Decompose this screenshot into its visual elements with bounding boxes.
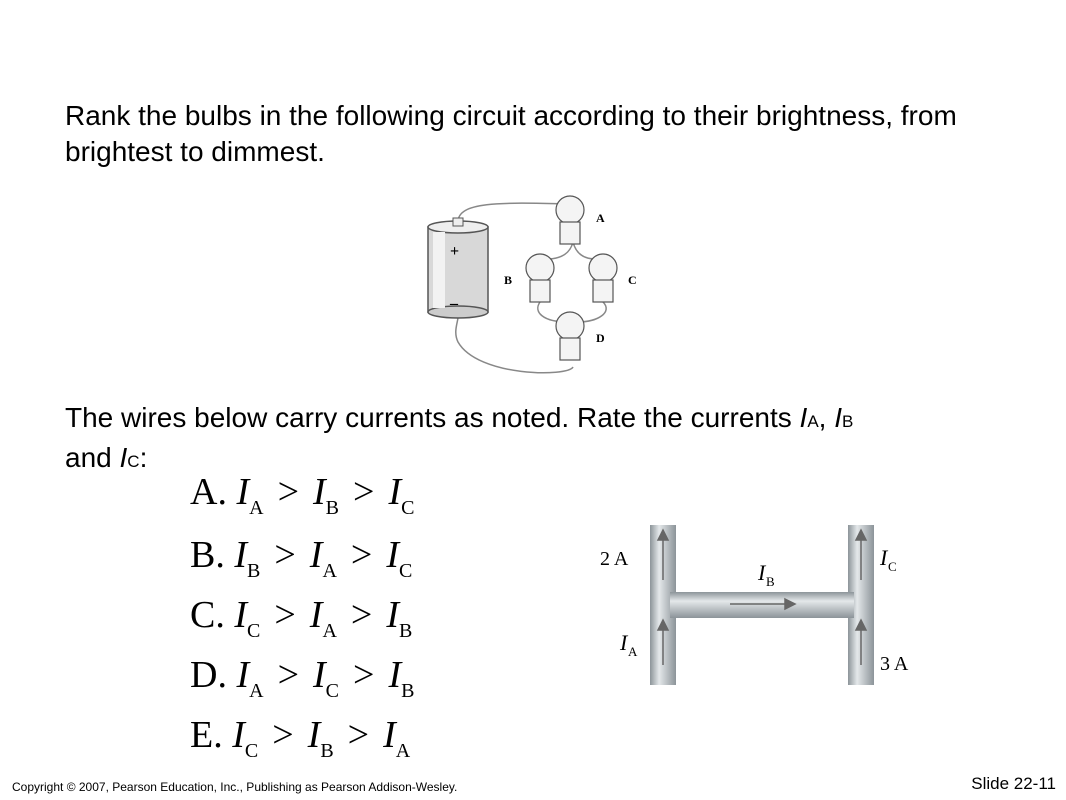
bulb-C-label: C bbox=[628, 273, 637, 287]
question-2-text bbox=[65, 400, 1025, 480]
label-ia-sub: A bbox=[628, 644, 638, 659]
greater-than: > bbox=[353, 654, 375, 696]
question-2-colon: : bbox=[139, 442, 148, 473]
current-symbol: I bbox=[232, 714, 245, 756]
bulb-D bbox=[556, 312, 584, 360]
bulb-B-label: B bbox=[504, 273, 513, 287]
option-subscript: A bbox=[249, 497, 264, 519]
greater-than: > bbox=[353, 471, 375, 513]
label-ib: I bbox=[758, 560, 766, 585]
greater-than: > bbox=[347, 714, 370, 756]
current-symbol: I bbox=[313, 471, 326, 513]
separator: , bbox=[818, 402, 835, 433]
bulb-D-label: D bbox=[596, 331, 605, 345]
option-a[interactable] bbox=[190, 472, 414, 518]
bulb-A bbox=[556, 196, 584, 244]
battery-plus-label: + bbox=[450, 243, 460, 260]
option-subscript: B bbox=[401, 680, 415, 702]
label-3a: 3 A bbox=[880, 653, 909, 675]
question-2-and: and bbox=[65, 442, 120, 473]
option-subscript: C bbox=[401, 497, 415, 519]
option-subscript: C bbox=[399, 560, 413, 582]
current-symbol: I bbox=[309, 594, 323, 636]
current-symbol: I bbox=[799, 402, 808, 433]
option-subscript: B bbox=[247, 560, 261, 582]
label-ic-sub: C bbox=[888, 559, 897, 574]
label-ic: I bbox=[880, 545, 888, 570]
slide-number: Slide 22-11 bbox=[971, 774, 1056, 793]
label-ib-sub: B bbox=[766, 574, 775, 589]
option-letter: E. bbox=[190, 714, 223, 756]
current-symbol: I bbox=[386, 534, 399, 576]
option-subscript: A bbox=[322, 560, 337, 582]
battery-minus-label: – bbox=[450, 295, 458, 312]
option-b[interactable] bbox=[190, 535, 412, 581]
bulb-B bbox=[526, 254, 554, 302]
bulb-A-label: A bbox=[596, 211, 605, 225]
greater-than: > bbox=[277, 654, 299, 696]
option-subscript: C bbox=[325, 680, 339, 702]
option-subscript: A bbox=[322, 620, 337, 642]
current-symbol: I bbox=[236, 654, 250, 696]
current-symbol: I bbox=[313, 654, 326, 696]
current-symbol: I bbox=[236, 471, 250, 513]
wire-battery-to-A bbox=[458, 203, 568, 222]
greater-than: > bbox=[272, 714, 294, 756]
current-symbol: I bbox=[307, 714, 321, 756]
option-subscript: A bbox=[249, 680, 264, 702]
option-d[interactable] bbox=[190, 655, 414, 701]
label-ia: I bbox=[620, 630, 628, 655]
middle-wire bbox=[670, 592, 854, 618]
question-1-text: Rank the bulbs in the following circuit according to their brightness, from brightest to dimmest. bbox=[65, 100, 957, 167]
option-subscript: B bbox=[320, 740, 334, 762]
current-symbol: I bbox=[388, 654, 402, 696]
current-symbol: I bbox=[309, 534, 323, 576]
subscript-a: A bbox=[807, 412, 819, 431]
option-c[interactable] bbox=[190, 595, 412, 641]
subscript-c: C bbox=[127, 452, 140, 471]
battery bbox=[428, 218, 488, 318]
bulb-C bbox=[589, 254, 617, 302]
option-letter: D. bbox=[190, 654, 227, 696]
greater-than: > bbox=[350, 594, 373, 636]
greater-than: > bbox=[274, 594, 296, 636]
option-letter: A. bbox=[190, 471, 227, 513]
current-symbol: I bbox=[834, 402, 843, 433]
copyright-footer: Copyright © 2007, Pearson Education, Inc., Publishing as Pearson Addison-Wesley. bbox=[12, 780, 458, 794]
option-subscript: A bbox=[395, 740, 411, 762]
bulb-circuit-diagram bbox=[418, 182, 648, 382]
current-symbol: I bbox=[383, 714, 396, 756]
current-symbol: I bbox=[234, 534, 248, 576]
current-symbol: I bbox=[234, 594, 248, 636]
option-letter: B. bbox=[190, 534, 225, 576]
option-subscript: C bbox=[244, 740, 259, 762]
option-subscript: C bbox=[247, 620, 261, 642]
option-e[interactable] bbox=[190, 715, 410, 761]
wire-current-diagram bbox=[590, 520, 920, 690]
option-subscript: B bbox=[399, 620, 413, 642]
greater-than: > bbox=[350, 534, 373, 576]
greater-than: > bbox=[274, 534, 296, 576]
current-symbol: I bbox=[119, 442, 128, 473]
question-2-lead: The wires below carry currents as noted. Rate the currents bbox=[65, 402, 800, 433]
option-subscript: B bbox=[325, 497, 339, 519]
subscript-b: B bbox=[842, 412, 854, 431]
label-2a: 2 A bbox=[600, 548, 629, 570]
current-symbol: I bbox=[386, 594, 399, 636]
greater-than: > bbox=[277, 471, 299, 513]
option-letter: C. bbox=[190, 594, 225, 636]
current-symbol: I bbox=[388, 471, 402, 513]
